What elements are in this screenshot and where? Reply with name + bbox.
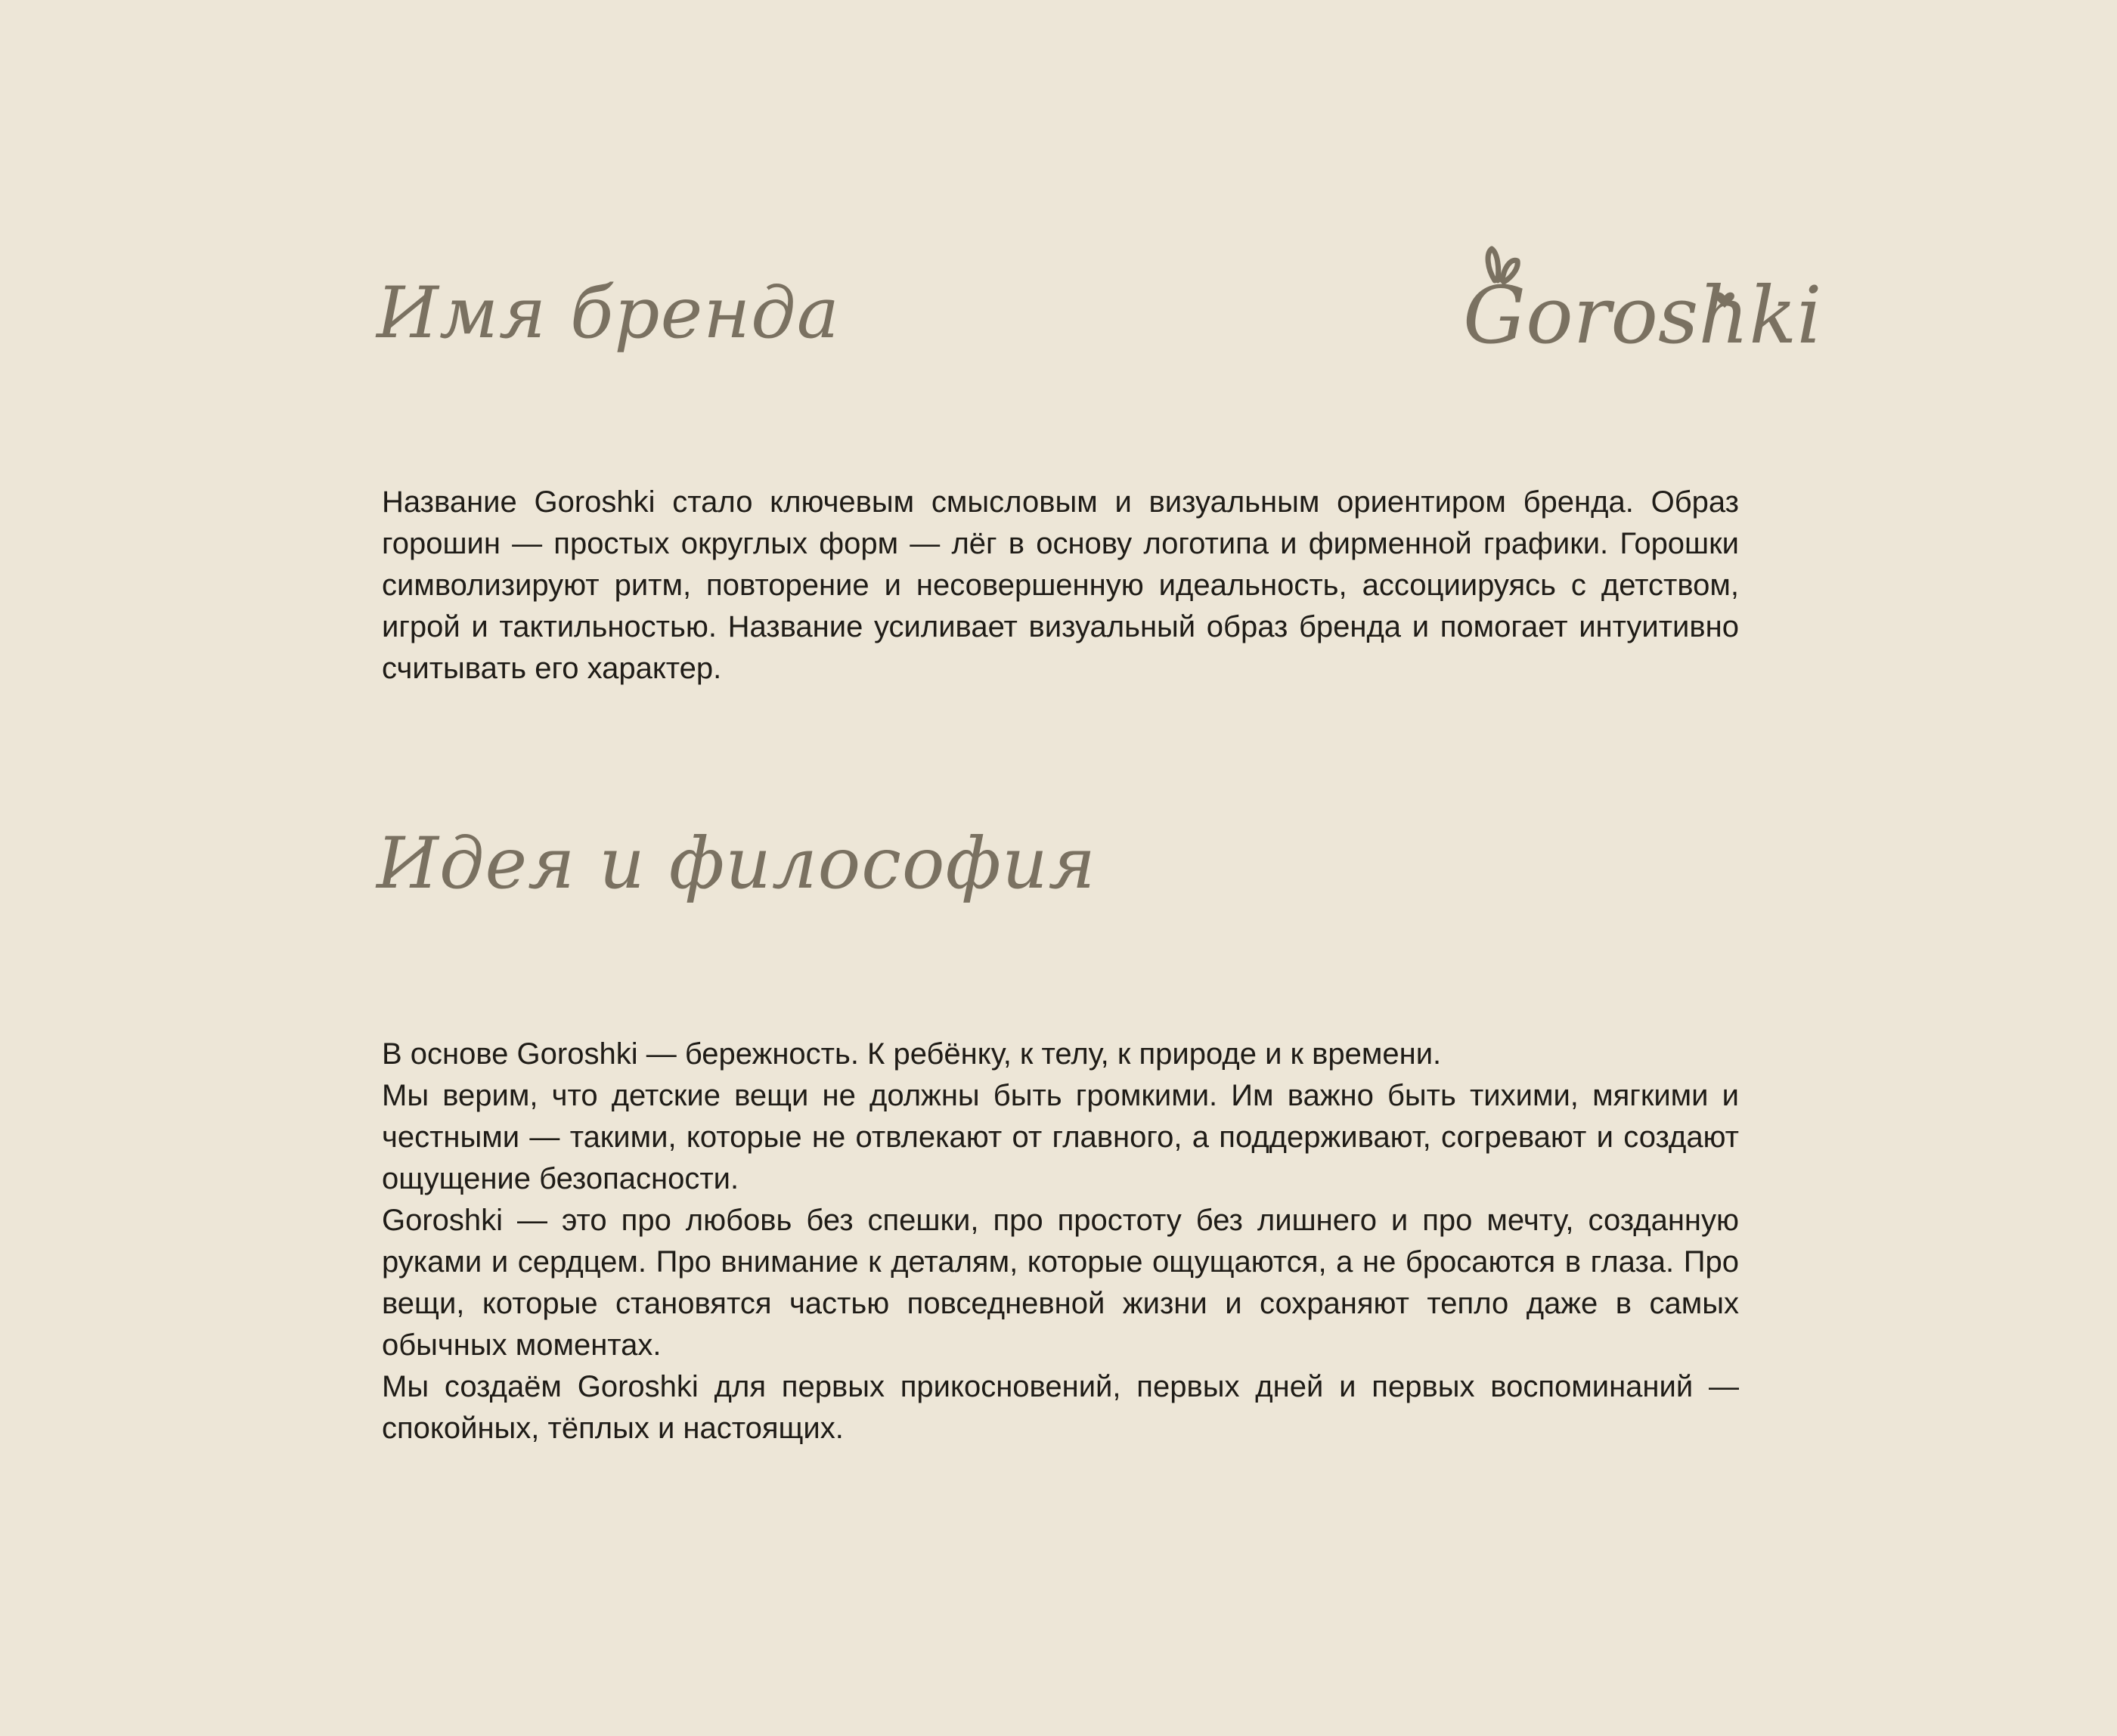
brand-paragraph: Название Goroshki стало ключевым смысловым и визуальным ориентиром бренда. Образ горошин — простых округлых форм — лёг в основу логотипа и фирменной графики. Горошки символизируют ритм, повторение и несовершенную идеальность, ассоциируясь с детством, игрой и тактильностью. Название усиливает визуальный образ бренда и помогает интуитивно считывать его характер. — [382, 485, 1739, 685]
idea-paragraph-1: В основе Goroshki — бережность. К ребёнку, к телу, к природе и к времени. — [382, 1037, 1442, 1071]
brand-name-text-block — [382, 482, 1739, 690]
idea-text-block — [382, 1034, 1739, 1449]
idea-paragraph-2: Мы верим, что детские вещи не должны быть громкими. Им важно быть тихими, мягкими и честными — такими, которые не отвлекают от главного, а поддерживают, согревают и создают ощущение безопасности. — [382, 1079, 1739, 1195]
heading-idea-philosophy: Идея и философия — [377, 823, 1096, 905]
idea-paragraph-4: Мы создаём Goroshki для первых прикосновений, первых дней и первых воспоминаний — спокойных, тёплых и настоящих. — [382, 1370, 1739, 1445]
logo-wordmark: Goroshki — [1463, 269, 1822, 361]
idea-paragraph-3: Goroshki — это про любовь без спешки, про простоту без лишнего и про мечту, созданную руками и сердцем. Про внимание к деталям, которые ощущаются, а не бросаются в глаза. Про вещи, которые становятся частью повседневной жизни и сохраняют тепло даже в самых обычных моментах. — [382, 1204, 1739, 1362]
brand-logo — [1455, 246, 1822, 367]
heading-brand-name: Имя бренда — [377, 272, 840, 355]
